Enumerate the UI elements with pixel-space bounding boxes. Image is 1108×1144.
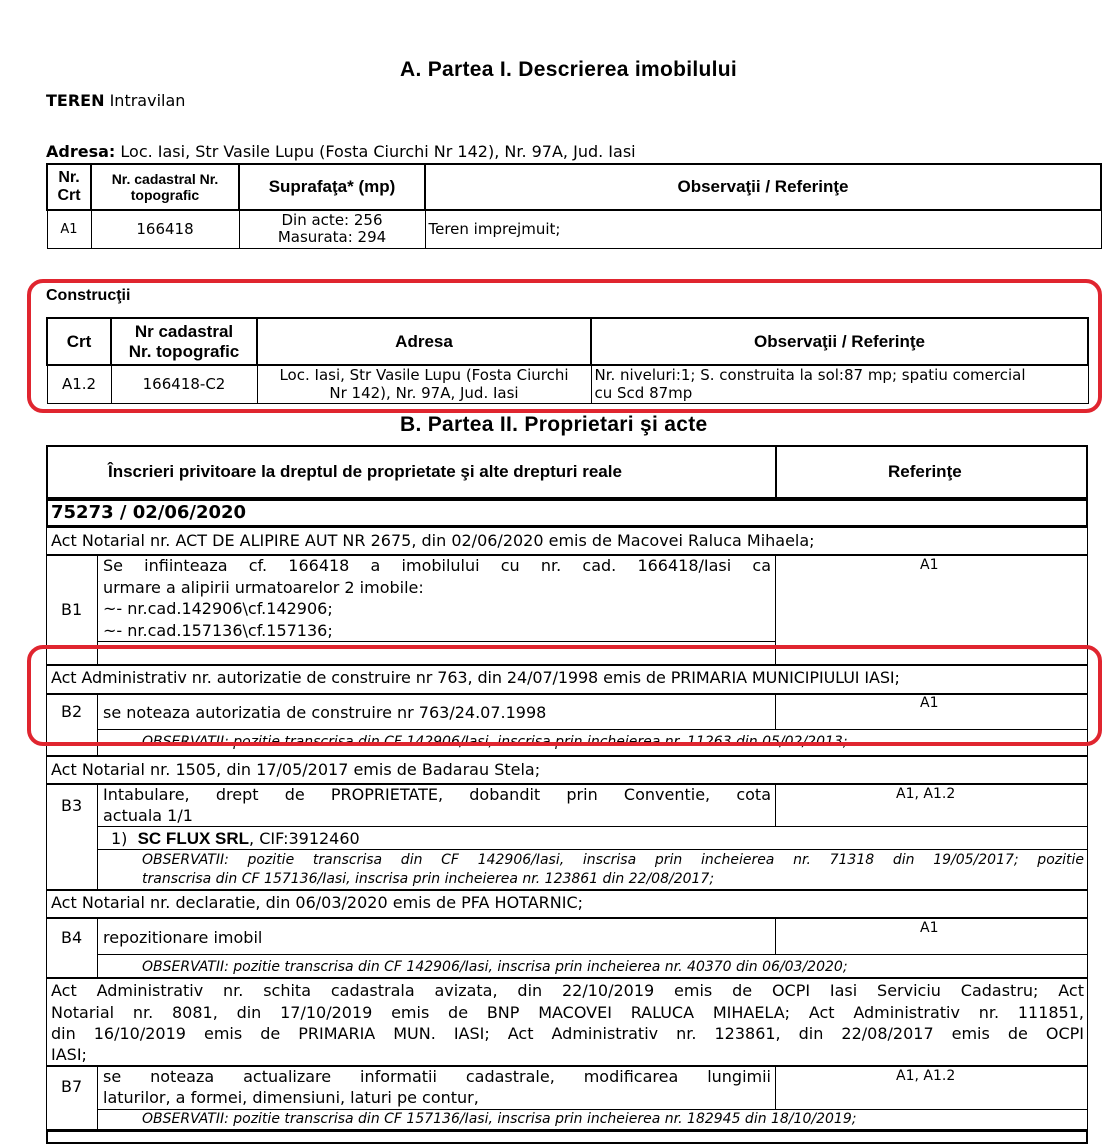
- b3-owner-num: 1): [111, 829, 128, 848]
- constructii-header-observations: Observaţii / Referinţe: [591, 318, 1088, 365]
- b3-divider-ref: [775, 784, 776, 826]
- constructii-header-cad1: Nr cadastral: [134, 321, 234, 341]
- b7-line2: laturilor, a formei, dimensiuni, laturi pe contur,: [103, 1088, 479, 1107]
- b7-divider-code: [97, 1066, 98, 1130]
- b2-observations: OBSERVATII: pozitie transcrisa din CF 142906/Iasi, inscrisa prin incheierea nr. 11263 din 05/02/2013;: [142, 734, 848, 750]
- constructii-table: [46, 317, 1089, 404]
- next-entry-row: [46, 1130, 1088, 1144]
- act-text-3: Act Notarial nr. 1505, din 17/05/2017 emis de Badarau Stela;: [51, 760, 541, 779]
- constructii-cell-address: [257, 365, 591, 403]
- land-header-cadastral: Nr. cadastral Nr. topografic: [91, 164, 239, 210]
- constructii-address-line2: Nr 142), Nr. 97A, Jud. Iasi: [329, 384, 519, 403]
- b3-ref: A1, A1.2: [896, 786, 956, 802]
- constructii-cell-cadastral: 166418-C2: [111, 365, 257, 403]
- b3-owner: [111, 829, 360, 849]
- b7-line1: se noteaza actualizare informatii cadastrale, modificarea lungimii: [103, 1067, 771, 1086]
- b1-line3: ~- nr.cad.142906\cf.142906;: [103, 599, 333, 618]
- b7-observations: OBSERVATII: pozitie transcrisa din CF 157136/Iasi, inscrisa prin incheierea nr. 182945 din 18/10/2019;: [142, 1111, 857, 1127]
- address-value: Loc. Iasi, Str Vasile Lupu (Fosta Ciurchi Nr 142), Nr. 97A, Jud. Iasi: [120, 142, 636, 161]
- constructii-obs-line1: Nr. niveluri:1; S. construita la sol:87 mp; spatiu comercial: [594, 366, 1026, 384]
- b3-owner-cif: , CIF:3912460: [249, 829, 360, 848]
- b3-line1: Intabulare, drept de PROPRIETATE, dobandit prin Conventie, cota: [103, 785, 771, 804]
- b2-ref: A1: [920, 695, 939, 711]
- surface-acte: Din acte: 256: [281, 211, 383, 230]
- b3-inner-line1: [97, 826, 1088, 827]
- land-header-surface: Suprafaţa* (mp): [239, 164, 425, 210]
- b7-inner-line: [97, 1109, 1088, 1110]
- constructii-label: Construcţii: [46, 287, 131, 304]
- constructii-header-address: Adresa: [257, 318, 591, 365]
- b3-line2: actuala 1/1: [103, 806, 193, 825]
- land-cell-observations: Teren imprejmuit;: [425, 210, 1101, 248]
- constructii-header-cad2: Nr. topografic: [128, 341, 240, 361]
- b3-divider-code: [97, 784, 98, 890]
- land-header-nrcrt: Nr. Crt: [47, 164, 91, 210]
- section-b-header-divider: [775, 445, 777, 499]
- constructii-header-crt: Crt: [47, 318, 111, 365]
- b7-ref: A1, A1.2: [896, 1068, 956, 1084]
- constructii-cell-crt: A1.2: [47, 365, 111, 403]
- address-line: [46, 142, 636, 161]
- act-text-1: Act Notarial nr. ACT DE ALIPIRE AUT NR 2675, din 02/06/2020 emis de Macovei Raluca Mihaela;: [51, 531, 815, 550]
- b3-owner-name: SC FLUX SRL: [137, 829, 250, 848]
- act-text-5-line2: Notarial nr. 8081, din 17/10/2019 emis de BNP MACOVEI RALUCA MIHAELA; Act Administrativ nr. 111851,: [51, 1003, 1084, 1022]
- b1-inner-line: [97, 641, 775, 642]
- surface-masurata: Masurata: 294: [277, 228, 387, 247]
- act-text-5-line4: IASI;: [51, 1045, 87, 1064]
- act-text-5-line3: din 16/10/2019 emis de PRIMARIA MUN. IASI; Act Administrativ nr. 123861, din 22/08/2017 emis de OCPI: [51, 1024, 1084, 1043]
- act-text-4: Act Notarial nr. declaratie, din 06/03/2020 emis de PFA HOTARNIC;: [51, 893, 583, 912]
- land-cell-cadastral: 166418: [91, 210, 239, 248]
- land-table: [46, 163, 1102, 249]
- b4-observations: OBSERVATII: pozitie transcrisa din CF 142906/Iasi, inscrisa prin incheierea nr. 40370 din 06/03/2020;: [142, 959, 848, 975]
- b3-code: B3: [61, 796, 83, 815]
- section-a-title: A. Partea I. Descrierea imobilului: [400, 58, 737, 81]
- b2-code: B2: [61, 702, 83, 721]
- act-text-2: Act Administrativ nr. autorizatie de construire nr 763, din 24/07/1998 emis de PRIMARIA MUNICIPIULUI IASI;: [51, 668, 900, 687]
- b7-code: B7: [61, 1077, 83, 1096]
- b1-line1: Se infiinteaza cf. 166418 a imobilului cu nr. cad. 166418/Iasi ca: [103, 556, 771, 575]
- b4-divider-code: [97, 918, 98, 978]
- b3-observations-1: OBSERVATII: pozitie transcrisa din CF 142906/Iasi, inscrisa prin incheierea nr. 71318 din 19/05/2017; pozitie: [142, 852, 1084, 868]
- section-b-header-main: Înscrieri privitoare la dreptul de proprietate şi alte drepturi reale: [108, 462, 622, 481]
- constructii-address-line1: Loc. Iasi, Str Vasile Lupu (Fosta Ciurchi: [279, 366, 569, 385]
- act-text-5-line1: Act Administrativ nr. schita cadastrala avizata, din 22/10/2019 emis de OCPI Iasi Serviciu Cadastru; Act: [51, 981, 1084, 1000]
- property-type-rest: Intravilan: [109, 91, 186, 110]
- b3-inner-line2: [97, 849, 1088, 850]
- b3-observations-2: transcrisa din CF 157136/Iasi, inscrisa prin incheierea nr. 123861 din 22/08/2017;: [142, 871, 715, 887]
- entry-number: 75273 / 02/06/2020: [51, 502, 247, 523]
- highlight-act-b2: [27, 645, 1102, 746]
- constructii-cell-observations: [591, 365, 1088, 403]
- constructii-header-cadastral: [111, 318, 257, 365]
- constructii-obs-line2: cu Scd 87mp: [594, 384, 693, 402]
- land-header-observations: Observaţii / Referinţe: [425, 164, 1101, 210]
- b1-line2: urmare a alipirii urmatoarelor 2 imobile:: [103, 578, 424, 597]
- section-b-header-ref: Referinţe: [888, 462, 962, 481]
- address-label: Adresa:: [46, 142, 116, 161]
- b4-inner-line: [97, 954, 1088, 955]
- b4-divider-ref: [775, 918, 776, 954]
- b4-code: B4: [61, 928, 83, 947]
- b1-ref: A1: [920, 557, 939, 573]
- b1-code: B1: [61, 600, 83, 619]
- property-type: [46, 91, 185, 110]
- land-cell-surface: [239, 210, 425, 248]
- land-cell-crt: A1: [47, 210, 91, 248]
- property-type-bold: TEREN: [46, 91, 105, 110]
- b1-line4: ~- nr.cad.157136\cf.157136;: [103, 621, 333, 640]
- b2-text: se noteaza autorizatia de construire nr 763/24.07.1998: [103, 703, 547, 722]
- b4-ref: A1: [920, 920, 939, 936]
- section-b-title: B. Partea II. Proprietari şi acte: [400, 413, 708, 436]
- b7-divider-ref: [775, 1066, 776, 1109]
- b4-text: repozitionare imobil: [103, 928, 263, 947]
